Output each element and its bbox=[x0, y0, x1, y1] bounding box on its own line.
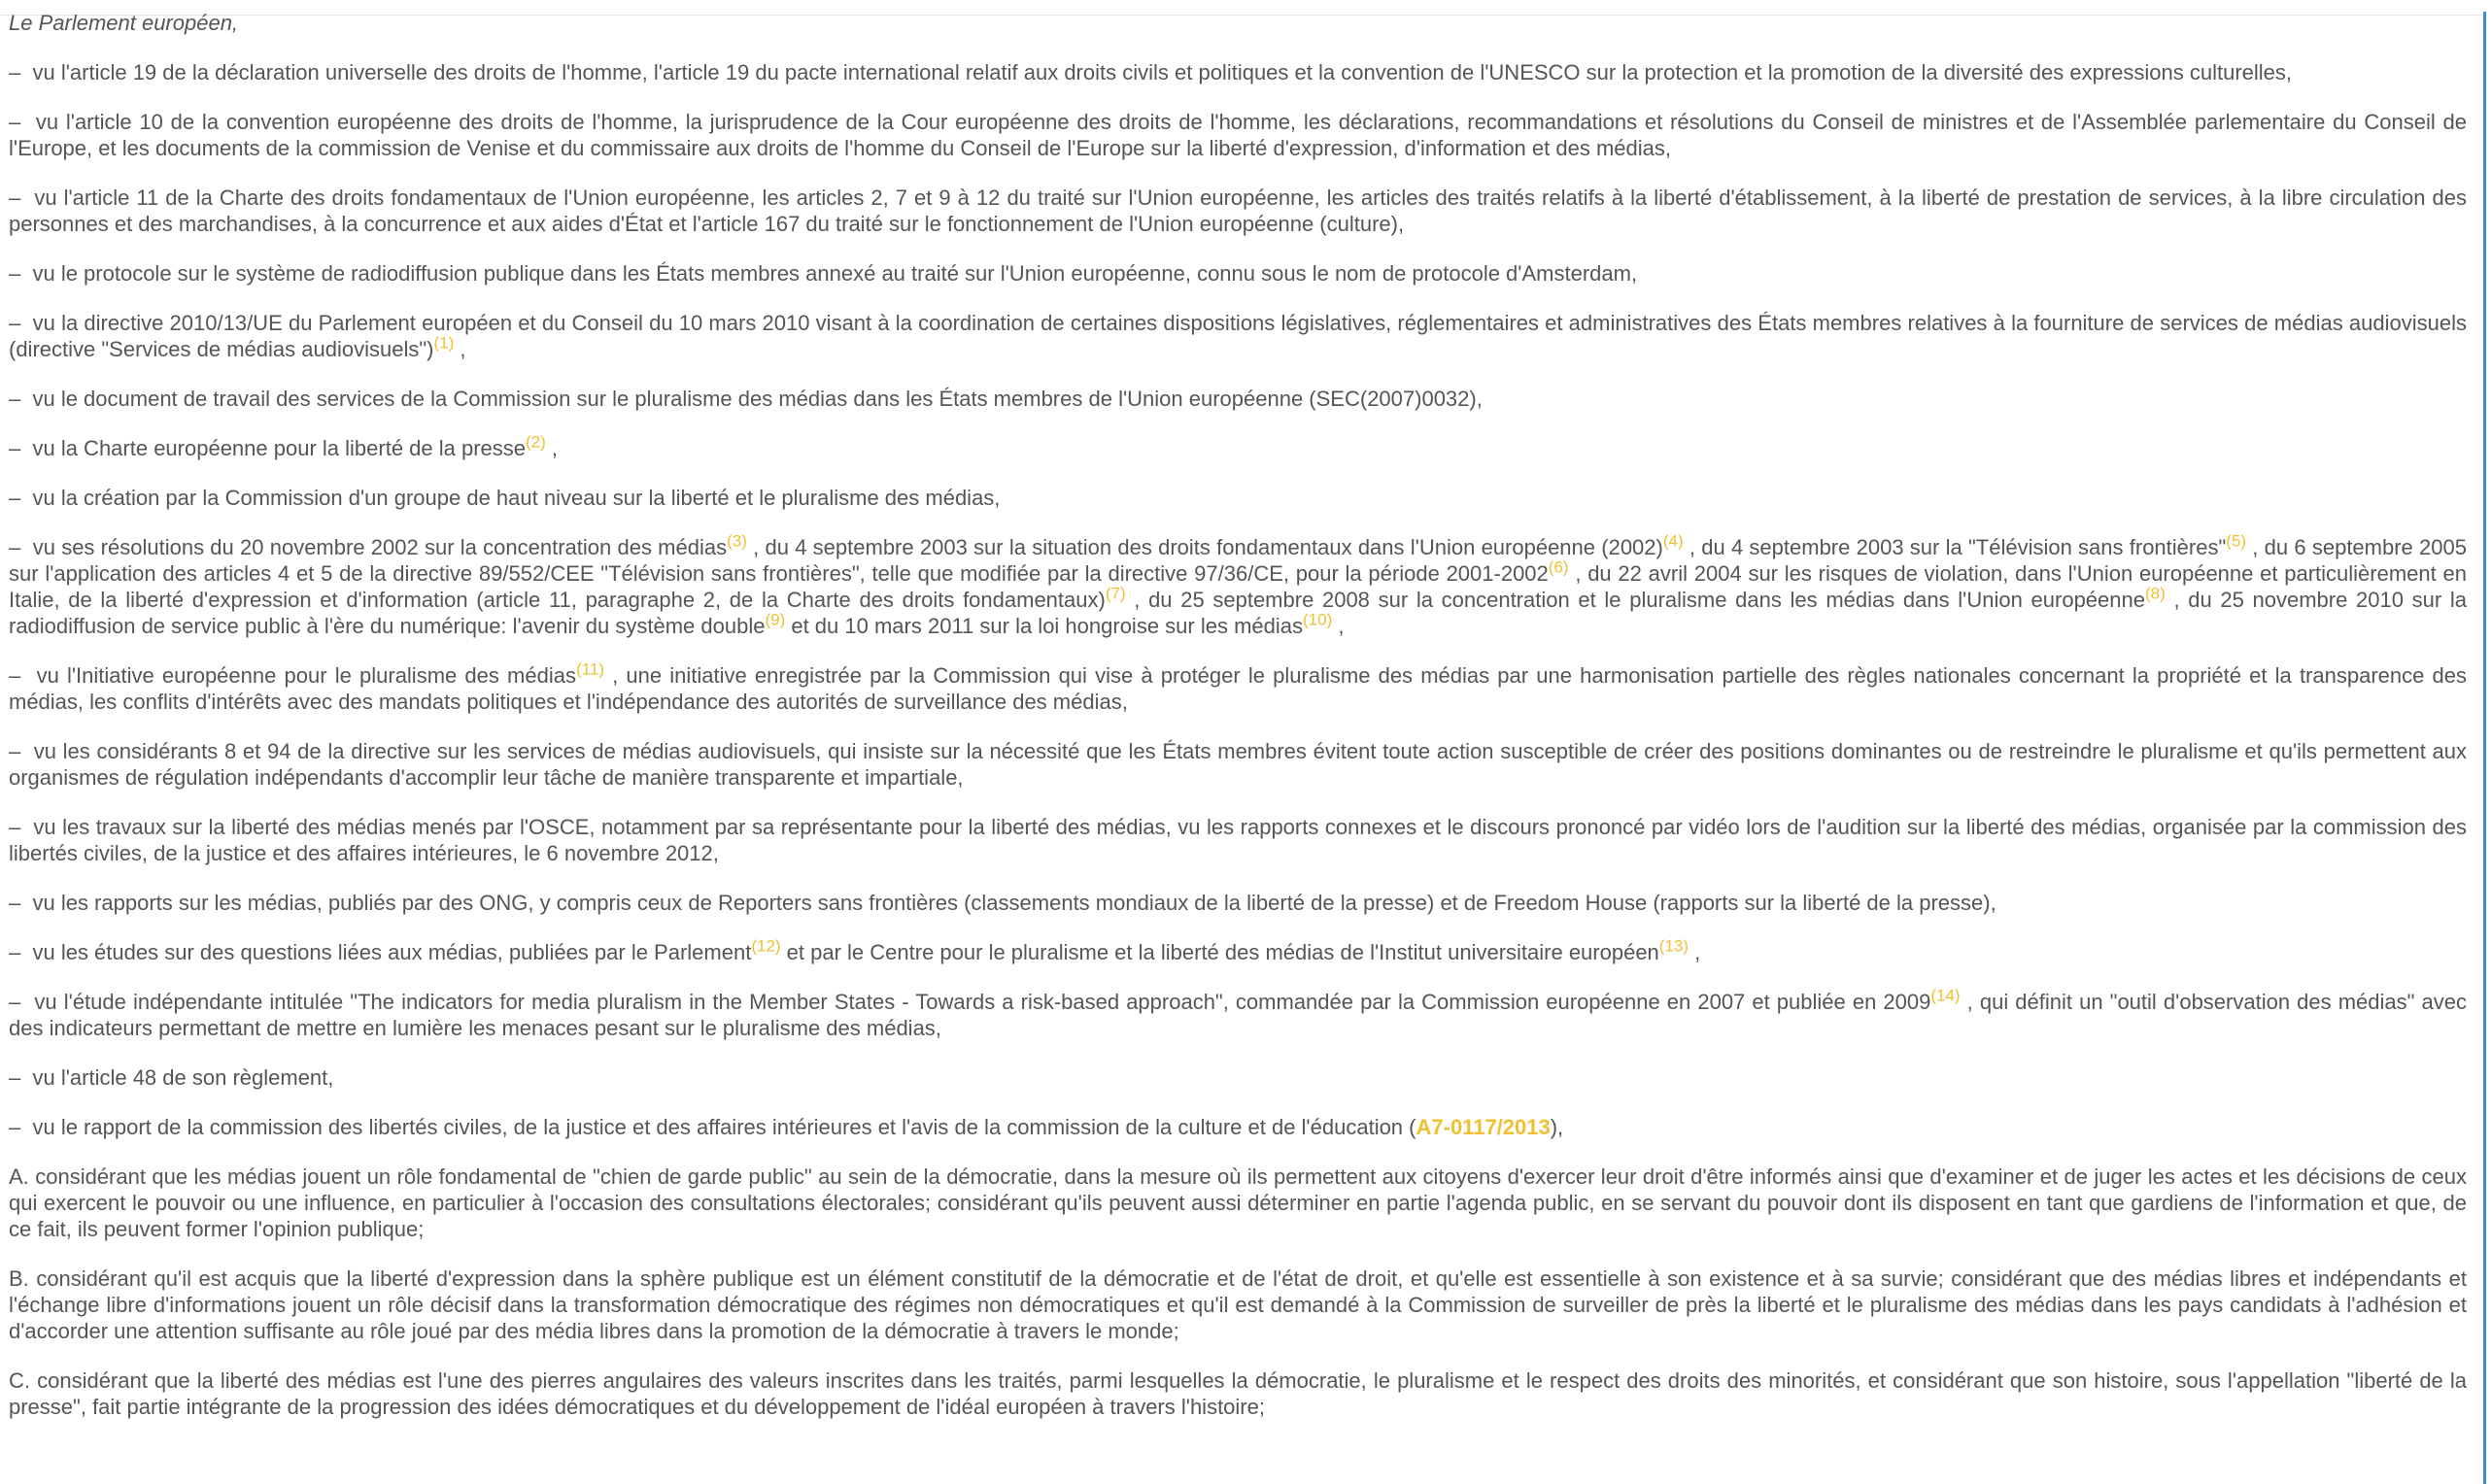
citation-text: vu la directive 2010/13/UE du Parlement européen et du Conseil du 10 mars 2010 visant à la coordination de certaines dispositions législatives, réglementaires et administratives des États membres relatives à la fourniture de services de médias audiovisuels (directive "Services de médias audiovisuels") bbox=[9, 311, 2467, 361]
report-reference-link[interactable]: A7-0117/2013 bbox=[1416, 1115, 1551, 1139]
citation-text: , du 4 septembre 2003 sur la situation des droits fondamentaux dans l'Union européenne (2002) bbox=[746, 535, 1663, 559]
citation-text: , qui définit un "outil d'observation des médias" avec des indicateurs permettant de mettre en lumière les menaces pesant sur le pluralisme des médias, bbox=[9, 990, 2467, 1040]
dash-marker: – bbox=[9, 739, 34, 763]
citation-text: vu les rapports sur les médias, publiés par des ONG, y compris ceux de Reporters sans frontières (classements mondiaux de la liberté de la presse) et de Freedom House (rapports sur la liberté de la presse), bbox=[32, 891, 1996, 915]
recital-text: considérant qu'il est acquis que la liberté d'expression dans la sphère publique est un élément constitutif de la démocratie et de l'état de droit, et qu'elle est essentielle à son existence et à sa survie; considérant que des médias libres et indépendants et l'échange libre d'informations jouent un rôle décisif dans la transformation démocratique des régimes non démocratiques et qu'il est demandé à la Commission de surveiller de près la liberté et le pluralisme des médias dans les pays candidats à l'adhésion et d'accorder une attention suffisante au rôle joué par des média libres dans la promotion de la démocratie à travers le monde; bbox=[9, 1266, 2467, 1343]
dash-marker: – bbox=[9, 261, 33, 286]
dash-marker: – bbox=[9, 1115, 33, 1139]
dash-marker: – bbox=[9, 1065, 33, 1090]
citation-text: vu les études sur des questions liées aux médias, publiées par le Parlement bbox=[32, 940, 752, 964]
citation-paragraph bbox=[9, 890, 2467, 916]
dash-marker: – bbox=[9, 940, 33, 964]
citation-paragraph bbox=[9, 531, 2467, 639]
dash-marker: – bbox=[9, 110, 36, 134]
citation-text: et du 10 mars 2011 sur la loi hongroise sur les médias bbox=[785, 614, 1303, 638]
footnote-link[interactable]: (8) bbox=[2144, 584, 2166, 603]
dash-marker: – bbox=[9, 186, 35, 210]
citation-text: vu le rapport de la commission des libertés civiles, de la justice et des affaires intérieures et l'avis de la commission de la culture et de l'éducation ( bbox=[32, 1115, 1416, 1139]
citation-text: ), bbox=[1550, 1115, 1564, 1139]
citation-text: , du 22 avril 2004 sur les risques de violation, dans l'Union européenne et particulièrement en Italie, de la liberté d'expression et d'information (article 11, paragraphe 2, de la Charte des droits fondamentaux) bbox=[9, 561, 2467, 612]
dash-marker: – bbox=[9, 311, 33, 335]
footnote-link[interactable]: (13) bbox=[1658, 936, 1689, 956]
citation-text: , du 25 novembre 2010 sur la radiodiffusion de service public à l'ère du numérique: l'avenir du système double bbox=[9, 588, 2467, 638]
dash-marker: – bbox=[9, 891, 33, 915]
citation-paragraph bbox=[9, 986, 2467, 1041]
document-body bbox=[9, 10, 2467, 1443]
citation-text: vu la création par la Commission d'un groupe de haut niveau sur la liberté et le pluralisme des médias, bbox=[32, 486, 1001, 510]
dash-marker: – bbox=[9, 663, 37, 688]
citation-text: , bbox=[545, 436, 559, 460]
recital-text: considérant que les médias jouent un rôle fondamental de "chien de garde public" au sein de la démocratie, dans la mesure où ils permettent aux citoyens d'exercer leur droit d'être informés ainsi que d'examiner et de juger les actes et les décisions de ceux qui exercent le pouvoir ou une influence, en particulier à l'occasion des consultations électorales; considérant qu'ils peuvent aussi déterminer en partie l'agenda public, en se servant du pouvoir dont ils disposent en tant que gardiens de l'information et que, de ce fait, ils peuvent former l'opinion publique; bbox=[9, 1164, 2467, 1241]
citation-text: vu ses résolutions du 20 novembre 2002 sur la concentration des médias bbox=[32, 535, 728, 559]
dash-marker: – bbox=[9, 535, 33, 559]
dash-marker: – bbox=[9, 486, 33, 510]
citation-paragraph bbox=[9, 386, 2467, 412]
citation-text: vu les considérants 8 et 94 de la directive sur les services de médias audiovisuels, qui insiste sur la nécessité que les États membres évitent toute action susceptible de créer des positions dominantes ou de restreindre le pluralisme et qu'ils permettent aux organismes de régulation indépendants d'accomplir leur tâche de manière transparente et impartiale, bbox=[9, 739, 2467, 790]
citation-paragraph bbox=[9, 936, 2467, 965]
footnote-link[interactable]: (2) bbox=[526, 432, 546, 452]
citation-paragraph bbox=[9, 185, 2467, 237]
citation-text: vu l'Initiative européenne pour le pluralisme des médias bbox=[36, 663, 576, 688]
footnote-link[interactable]: (4) bbox=[1662, 531, 1684, 551]
intro-line: Le Parlement européen, bbox=[9, 11, 239, 35]
recital-paragraph bbox=[9, 1164, 2467, 1242]
footnote-link[interactable]: (6) bbox=[1548, 557, 1569, 577]
citation-text: vu l'article 48 de son règlement, bbox=[32, 1065, 334, 1090]
citation-text: , bbox=[1332, 614, 1345, 638]
dash-marker: – bbox=[9, 60, 33, 84]
footnote-link[interactable]: (5) bbox=[2226, 531, 2247, 551]
dash-marker: – bbox=[9, 815, 34, 839]
citation-text: vu les travaux sur la liberté des médias menés par l'OSCE, notamment par sa représentante pour la liberté des médias, vu les rapports connexes et le discours prononcé par vidéo lors de l'audition sur la liberté des médias, organisée par la commission des libertés civiles, de la justice et des affaires intérieures, le 6 novembre 2012, bbox=[9, 815, 2468, 865]
citation-text: vu le protocole sur le système de radiodiffusion publique dans les États membres annexé au traité sur l'Union européenne, connu sous le nom de protocole d'Amsterdam, bbox=[32, 261, 1638, 286]
dash-marker: – bbox=[9, 990, 35, 1014]
recital-letter: C. bbox=[9, 1368, 30, 1393]
recital-paragraph bbox=[9, 1265, 2467, 1344]
citation-text: vu l'article 19 de la déclaration universelle des droits de l'homme, l'article 19 du pacte international relatif aux droits civils et politiques et la convention de l'UNESCO sur la protection et la promotion de la diversité des expressions culturelles, bbox=[32, 60, 2293, 84]
footnote-link[interactable]: (3) bbox=[727, 531, 747, 551]
footnote-link[interactable]: (10) bbox=[1303, 610, 1333, 629]
recital-text: considérant que la liberté des médias est l'une des pierres angulaires des valeurs inscrites dans les traités, parmi lesquelles la démocratie, le pluralisme et le respect des droits des minorités, et considérant que son histoire, sous l'appellation "liberté de la presse", fait partie intégrante de la progression des idées démocratiques et du développement de l'idéal européen à travers l'histoire; bbox=[9, 1368, 2467, 1419]
citation-text: , bbox=[1689, 940, 1701, 964]
citation-paragraph bbox=[9, 432, 2467, 461]
citation-paragraph bbox=[9, 59, 2467, 85]
citation-text: vu l'article 11 de la Charte des droits fondamentaux de l'Union européenne, les articles 2, 7 et 9 à 12 du traité sur l'Union européenne, les articles des traités relatifs à la liberté d'établissement, à la liberté de prestation de services, à la libre circulation des personnes et des marchandises, à la concurrence et aux aides d'État et l'article 167 du traité sur le fonctionnement de l'Union européenne (culture), bbox=[9, 186, 2467, 236]
citation-text: , du 4 septembre 2003 sur la "Télévision sans frontières" bbox=[1683, 535, 2227, 559]
recital-letter: B. bbox=[9, 1266, 29, 1291]
citation-text: et par le Centre pour le pluralisme et la liberté des médias de l'Institut universitaire européen bbox=[780, 940, 1659, 964]
citation-text: , bbox=[454, 337, 466, 361]
dash-marker: – bbox=[9, 387, 33, 411]
citation-paragraph bbox=[9, 738, 2467, 791]
footnote-link[interactable]: (1) bbox=[433, 333, 455, 353]
footnote-link[interactable]: (9) bbox=[765, 610, 786, 629]
footnote-link[interactable]: (11) bbox=[575, 659, 604, 679]
citation-paragraph bbox=[9, 310, 2467, 362]
footnote-link[interactable]: (7) bbox=[1105, 584, 1126, 603]
citation-paragraph bbox=[9, 814, 2467, 866]
citation-paragraph bbox=[9, 1114, 2467, 1140]
footnote-link[interactable]: (14) bbox=[1930, 986, 1961, 1005]
citation-paragraph bbox=[9, 260, 2467, 287]
citation-text: , une initiative enregistrée par la Commission qui vise à protéger le pluralisme des médias par une harmonisation partielle des règles nationales concernant la propriété et la transparence des médias, les conflits d'intérêts avec des mandats politiques et l'indépendance des autorités de surveillance des médias, bbox=[9, 663, 2467, 714]
citation-paragraph bbox=[9, 1064, 2467, 1091]
recitals-list bbox=[9, 1164, 2467, 1420]
citations-list bbox=[9, 59, 2467, 1140]
recital-letter: A. bbox=[9, 1164, 29, 1189]
citation-paragraph bbox=[9, 485, 2467, 511]
citation-text: vu l'étude indépendante intitulée "The indicators for media pluralism in the Member States - Towards a risk-based approach", commandée par la Commission européenne en 2007 et publiée en 2009 bbox=[34, 990, 1931, 1014]
recital-paragraph bbox=[9, 1367, 2467, 1420]
right-edge-bar bbox=[2483, 12, 2486, 1484]
citation-paragraph bbox=[9, 659, 2467, 715]
citation-text: , du 6 septembre 2005 sur l'application des articles 4 et 5 de la directive 89/552/CEE "Télévision sans frontières", telle que modifiée par la directive 97/36/CE, pour la période 2001-2002 bbox=[9, 535, 2467, 586]
citation-text: , du 25 septembre 2008 sur la concentration et le pluralisme dans les médias dans l'Union européenne bbox=[1125, 588, 2145, 612]
citation-text: vu l'article 10 de la convention européenne des droits de l'homme, la jurisprudence de la Cour européenne des droits de l'homme, les déclarations, recommandations et résolutions du Conseil de ministres et de l'Assemblée parlementaire du Conseil de l'Europe, et les documents de la commission de Venise et du commissaire aux droits de l'homme du Conseil de l'Europe sur la liberté d'expression, d'information et des médias, bbox=[9, 110, 2468, 160]
citation-paragraph bbox=[9, 109, 2467, 161]
citation-text: vu la Charte européenne pour la liberté de la presse bbox=[32, 436, 527, 460]
citation-text: vu le document de travail des services de la Commission sur le pluralisme des médias dans les États membres de l'Union européenne (SEC(2007)0032), bbox=[32, 387, 1483, 411]
dash-marker: – bbox=[9, 436, 33, 460]
footnote-link[interactable]: (12) bbox=[751, 936, 781, 956]
